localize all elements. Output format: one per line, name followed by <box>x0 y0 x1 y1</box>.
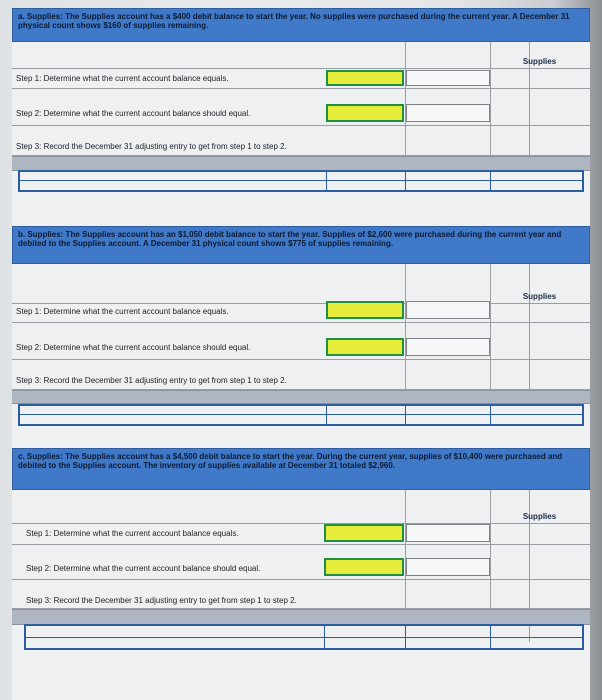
grid-line <box>490 624 491 650</box>
section-b-step1-answer[interactable] <box>326 301 404 319</box>
grid-line <box>12 322 590 323</box>
grid-line <box>529 264 530 399</box>
worksheet <box>12 8 590 700</box>
section-c-step1-label: Step 1: Determine what the current account balance equals. <box>26 529 239 538</box>
section-a-prompt: a. Supplies: The Supplies account has a $400 debit balance to start the year. No supplies were purchased during the current year. A December 31 physical count shows $160 of supplies remaining. <box>12 8 590 42</box>
grid-line <box>12 544 590 545</box>
journal-entry-divider <box>18 180 584 181</box>
journal-entry-divider <box>24 637 584 638</box>
section-a-journal-header <box>12 156 590 171</box>
section-a-step1-answer[interactable] <box>326 70 404 86</box>
grid-line <box>12 88 590 89</box>
section-a-step3-label: Step 3: Record the December 31 adjusting entry to get from step 1 to step 2. <box>16 142 287 151</box>
grid-line <box>490 170 491 192</box>
grid-line <box>12 303 590 304</box>
section-c-step2-label: Step 2: Determine what the current account balance should equal. <box>26 564 261 573</box>
grid-line <box>490 264 491 399</box>
grid-line <box>12 68 590 69</box>
section-a-journal-entry[interactable] <box>18 170 584 192</box>
grid-line <box>12 359 590 360</box>
section-a-step2-answer[interactable] <box>326 104 404 122</box>
grid-line <box>326 404 327 426</box>
section-c-step2-answer[interactable] <box>324 558 404 576</box>
section-c-step3-label: Step 3: Record the December 31 adjusting entry to get from step 1 to step 2. <box>26 596 297 605</box>
grid-line <box>12 523 590 524</box>
section-b-prompt: b. Supplies: The Supplies account has an $1,050 debit balance to start the year. Supplies of $2,600 were purchased during the current year and debited to the Supplies account. A December 31 physical count shows $775 of supplies remaining. <box>12 226 590 264</box>
grid-line <box>12 125 590 126</box>
section-a-step1-debit[interactable] <box>406 70 490 86</box>
grid-line <box>405 404 406 426</box>
grid-line <box>12 579 590 580</box>
section-c-journal-header <box>12 609 590 625</box>
supplies-t-account-label: Supplies <box>522 512 557 521</box>
grid-line <box>405 264 406 399</box>
section-a-step2-label: Step 2: Determine what the current account balance should equal. <box>16 109 251 118</box>
supplies-t-account-label: Supplies <box>522 292 557 301</box>
grid-line <box>490 404 491 426</box>
section-c <box>12 448 590 700</box>
grid-line <box>405 170 406 192</box>
section-c-step1-answer[interactable] <box>324 524 404 542</box>
grid-line <box>405 42 406 156</box>
section-b-journal-header <box>12 390 590 404</box>
section-a-step2-debit[interactable] <box>406 104 490 122</box>
section-b-step2-debit[interactable] <box>406 338 490 356</box>
grid-line <box>405 624 406 650</box>
section-c-step2-debit[interactable] <box>406 558 490 576</box>
section-b-step2-answer[interactable] <box>326 338 404 356</box>
section-a <box>12 8 590 208</box>
section-b-journal-entry[interactable] <box>18 404 584 426</box>
journal-entry-divider <box>18 414 584 415</box>
supplies-t-account-label: Supplies <box>522 57 557 66</box>
section-b-step1-debit[interactable] <box>406 301 490 319</box>
grid-line <box>326 170 327 192</box>
section-c-prompt: c. Supplies: The Supplies account has a $4,500 debit balance to start the year. During the current year, supplies of $10,400 were purchased and debited to the Supplies account. The inventory of supplies available at December 31 totaled $2,960. <box>12 448 590 490</box>
section-a-step1-label: Step 1: Determine what the current account balance equals. <box>16 74 229 83</box>
section-b-step2-label: Step 2: Determine what the current account balance should equal. <box>16 343 251 352</box>
section-b <box>12 226 590 426</box>
section-b-step1-label: Step 1: Determine what the current account balance equals. <box>16 307 229 316</box>
section-b-step3-label: Step 3: Record the December 31 adjusting entry to get from step 1 to step 2. <box>16 376 287 385</box>
section-c-step1-debit[interactable] <box>406 524 490 542</box>
grid-line <box>324 624 325 650</box>
